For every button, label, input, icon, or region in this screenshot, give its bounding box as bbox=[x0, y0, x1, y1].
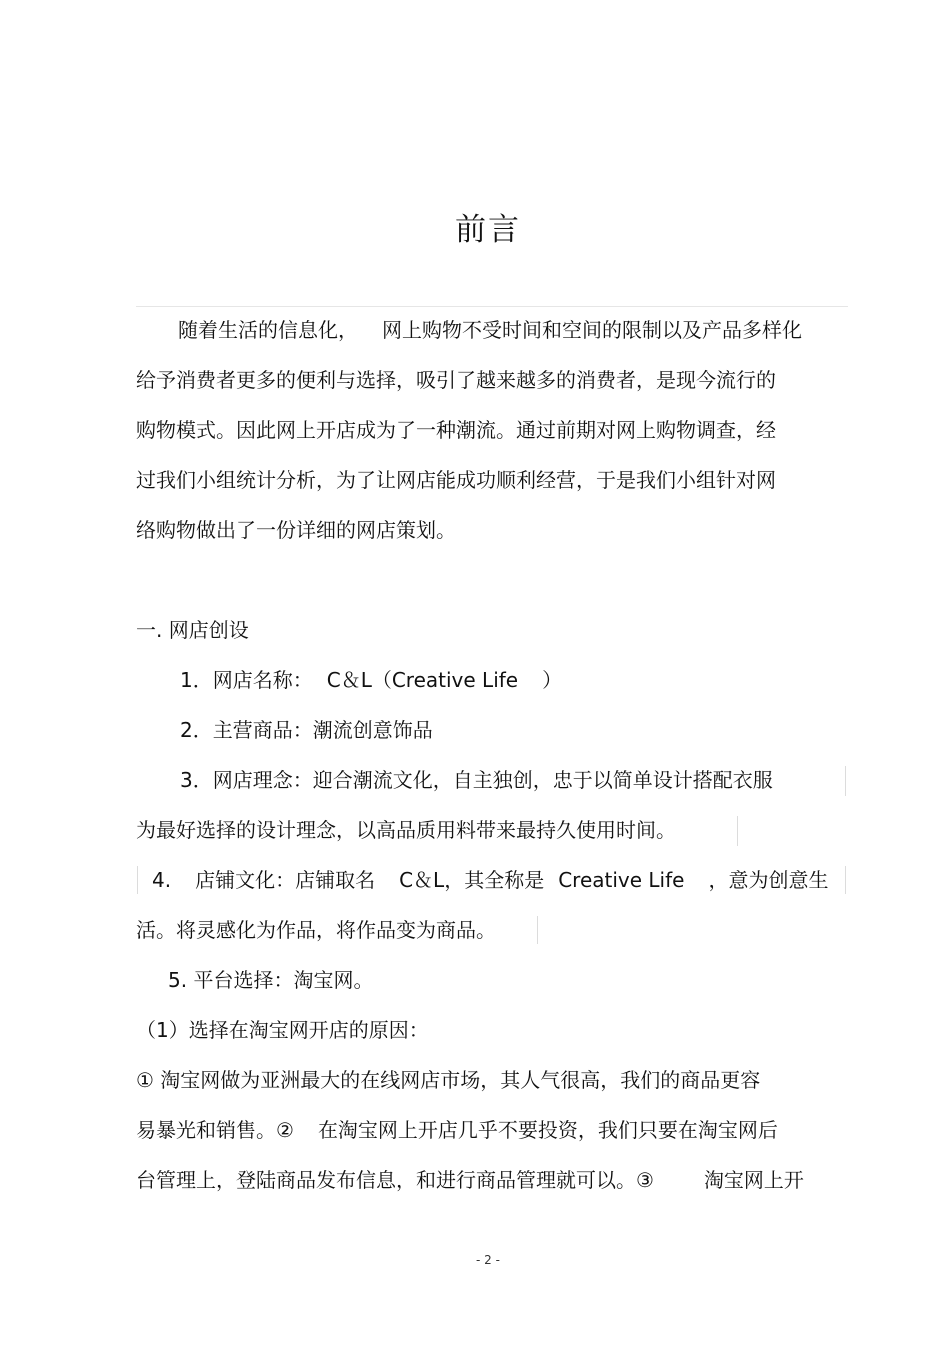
reason-line-2 bbox=[136, 1116, 778, 1144]
intro-line-5: 络购物做出了一份详细的网店策划。 bbox=[136, 518, 456, 542]
item-shop-culture-part2: C＆L，其全称是 bbox=[399, 868, 545, 892]
reason-line-1: ① 淘宝网做为亚洲最大的在线网店市场，其人气很高，我们的商品更容 bbox=[136, 1068, 761, 1092]
item-shop-culture-part3: Creative Life bbox=[558, 868, 685, 892]
page-title: 前言 bbox=[455, 212, 521, 248]
reason-line-2-a: 易暴光和销售。② bbox=[136, 1118, 294, 1142]
item-shop-name-label: 1．网店名称： bbox=[180, 668, 313, 692]
margin-mark bbox=[537, 916, 538, 944]
reason-line-3 bbox=[136, 1166, 804, 1194]
intro-line-3: 购物模式。因此网上开店成为了一种潮流。通过前期对网上购物调查，经 bbox=[136, 418, 776, 442]
item-shop-culture-part1: 店铺文化：店铺取名 bbox=[195, 868, 376, 892]
reason-line-3-b: 淘宝网上开 bbox=[703, 1168, 804, 1192]
item-shop-name bbox=[180, 666, 562, 694]
intro-line-4: 过我们小组统计分析，为了让网店能成功顺利经营，于是我们小组针对网 bbox=[136, 468, 776, 492]
reason-line-2-b: 在淘宝网上开店几乎不要投资，我们只要在淘宝网后 bbox=[317, 1118, 778, 1142]
reason-line-3-a: 台管理上，登陆商品发布信息，和进行商品管理就可以。③ bbox=[136, 1168, 654, 1192]
item-philosophy-line-1: 3．网店理念：迎合潮流文化，自主独创，忠于以简单设计搭配衣服 bbox=[180, 768, 773, 792]
item-shop-culture-line-2: 活。将灵感化为作品，将作品变为商品。 bbox=[136, 918, 496, 942]
margin-mark bbox=[737, 816, 738, 846]
item-shop-culture-line-1 bbox=[152, 866, 828, 894]
item-main-products: 2．主营商品：潮流创意饰品 bbox=[180, 718, 433, 742]
reason-heading: （1）选择在淘宝网开店的原因： bbox=[136, 1018, 429, 1042]
item-philosophy-line-2: 为最好选择的设计理念，以高品质用料带来最持久使用时间。 bbox=[136, 818, 676, 842]
intro-line-1-b: 网上购物不受时间和空间的限制以及产品多样化 bbox=[382, 318, 802, 342]
margin-mark bbox=[845, 766, 846, 796]
section-heading: 一. 网店创设 bbox=[136, 618, 249, 642]
item-shop-culture-number: 4. bbox=[152, 868, 172, 892]
page-number: - 2 - bbox=[476, 1253, 500, 1267]
divider bbox=[136, 306, 848, 307]
item-shop-name-value: C＆L（Creative Life bbox=[326, 668, 519, 692]
intro-line-1 bbox=[178, 316, 802, 344]
margin-mark bbox=[137, 866, 138, 894]
item-shop-name-close: ） bbox=[542, 668, 563, 692]
intro-line-2: 给予消费者更多的便利与选择，吸引了越来越多的消费者，是现今流行的 bbox=[136, 368, 776, 392]
intro-line-1-a: 随着生活的信息化， bbox=[178, 318, 358, 342]
item-shop-culture-part4: ，意为创意生 bbox=[708, 868, 829, 892]
margin-mark bbox=[845, 866, 846, 894]
item-platform: 5. 平台选择：淘宝网。 bbox=[168, 968, 374, 992]
